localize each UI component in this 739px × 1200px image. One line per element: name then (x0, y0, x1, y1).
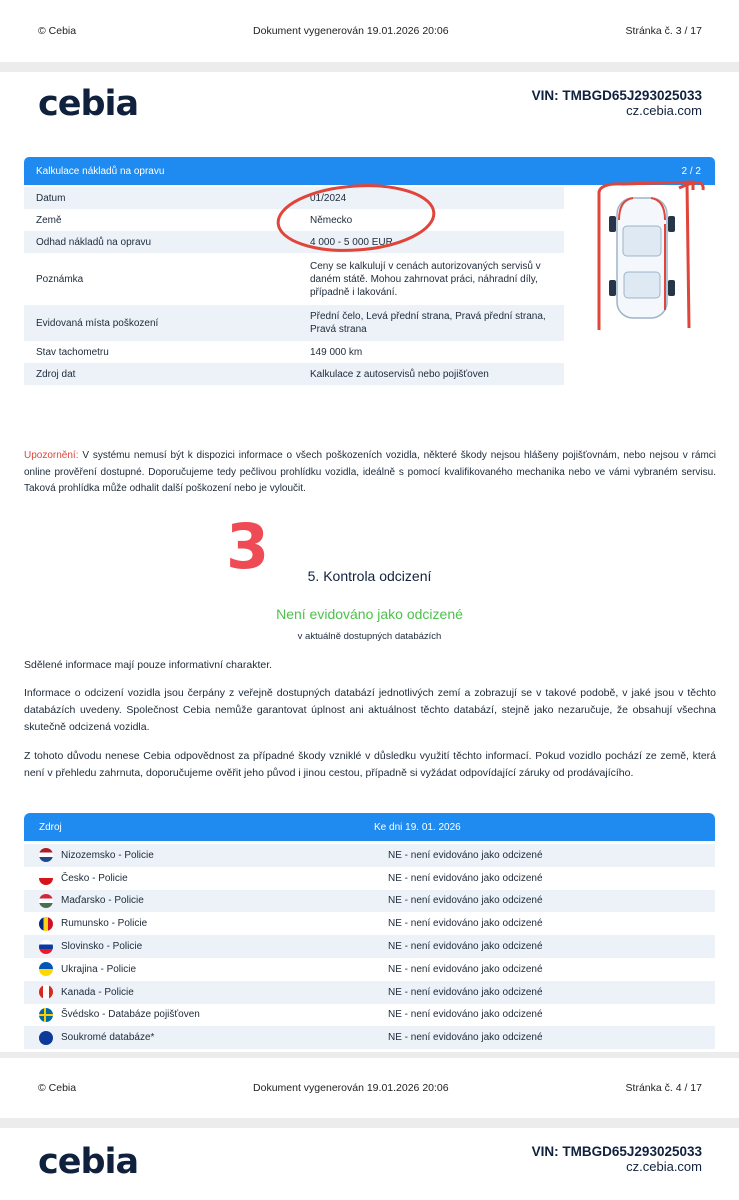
ca-flag-icon (39, 985, 53, 999)
next-page (0, 1128, 739, 1200)
si-flag-icon (39, 940, 53, 954)
row-value: Německo (310, 214, 353, 226)
copyright: © Cebia (38, 25, 77, 37)
table-row (24, 935, 715, 958)
warning-text: V systému nemusí být k dispozici informace o všech poškozeních vozidla, některé škody nejsou hlášeny pojišťovnám, nebo nejsou v rámci online prověření dostupné. Doporučujeme tedy pečlivou prohlídku vozidla, ideálně s pomocí kvalifikovaného mechanika nebo ve vámi vybraném servisu. Taková prohlídka může odhalit další poškození nebo je vyloučit. (24, 450, 716, 494)
table-row (24, 1026, 715, 1049)
result-cell: NE - není evidováno jako odcizené (388, 872, 543, 884)
row-value: Kalkulace z autoservisů nebo pojišťoven (310, 368, 489, 380)
source-cell (24, 940, 388, 954)
row-key: Zdroj dat (36, 368, 76, 380)
table-row (24, 305, 564, 341)
table-row (24, 363, 564, 385)
table-row (24, 844, 715, 867)
repair-title: Kalkulace nákladů na opravu (36, 165, 165, 177)
row-key: Země (36, 214, 62, 226)
annotation-oval (270, 180, 440, 258)
site-url: cz.cebia.com (626, 1159, 702, 1174)
hu-flag-icon (39, 894, 53, 908)
theft-status-sub: v aktuálně dostupných databázích (297, 631, 442, 642)
page-number: Stránka č. 4 / 17 (625, 1082, 702, 1094)
vin-number: VIN: TMBGD65J293025033 (531, 1144, 702, 1159)
generated-date: Dokument vygenerován 19.01.2026 20:06 (253, 25, 449, 37)
source-name: Česko - Policie (61, 872, 128, 884)
ro-flag-icon (39, 917, 53, 931)
sources-table (24, 844, 715, 1049)
vin-box (532, 88, 702, 118)
row-key: Stav tachometru (36, 346, 109, 358)
eu-flag-icon (39, 1031, 53, 1045)
site-url: cz.cebia.com (626, 103, 702, 118)
source-name: Ukrajina - Policie (61, 963, 137, 975)
result-cell: NE - není evidováno jako odcizené (388, 895, 543, 907)
source-name: Švédsko - Databáze pojišťoven (61, 1009, 200, 1021)
result-cell: NE - není evidováno jako odcizené (388, 1032, 543, 1044)
row-value: 4 000 - 5 000 EUR (310, 236, 393, 248)
ua-flag-icon (39, 962, 53, 976)
info-paragraph-3: Z tohoto důvodu nenese Cebia odpovědnost za případné škody vzniklé v důsledku využití těchto informací. Pokud vozidlo pochází ze země, která není v přehledu zahrnuta, doporučujeme ověřit jeho původ i jinou cestou, případně si vyžádat odpovídající záruky od prodávajícího. (24, 750, 716, 779)
repair-page-badge: 2 / 2 (681, 165, 701, 177)
warning-note (24, 448, 716, 498)
table-row (24, 958, 715, 981)
table-row (24, 890, 715, 913)
row-value: Přední čelo, Levá přední strana, Pravá přední strana, Pravá strana (310, 311, 546, 335)
table-row (24, 1004, 715, 1027)
vin-box (532, 1144, 702, 1174)
source-cell (24, 848, 388, 862)
nl-flag-icon (39, 848, 53, 862)
source-cell (24, 1008, 388, 1022)
source-name: Soukromé databáze* (61, 1032, 155, 1044)
result-cell: NE - není evidováno jako odcizené (388, 941, 543, 953)
source-cell (24, 985, 388, 999)
page-number: Stránka č. 3 / 17 (625, 25, 702, 37)
info-paragraph-2: Informace o odcizení vozidla jsou čerpány z veřejně dostupných databází jednotlivých zemí a zobrazují se v takové podobě, v jaké jsou v těchto databázích uvedeny. Společnost Cebia nemůže garantovat úplnost ani aktuálnost těchto databází, stejně jako nezaručuje, že obsahují všechna skutečně odcizená vozidla. (24, 687, 716, 733)
cebia-logo: cebia (38, 1142, 139, 1182)
source-cell (24, 1031, 388, 1045)
col-date: Ke dni 19. 01. 2026 (374, 821, 461, 833)
table-row (24, 867, 715, 890)
table-row (24, 912, 715, 935)
car-damage-diagram (593, 180, 718, 335)
vin-number: VIN: TMBGD65J293025033 (531, 88, 702, 103)
row-key: Odhad nákladů na opravu (36, 236, 152, 248)
warning-label: Upozornění: (24, 450, 79, 461)
section-title (0, 568, 739, 584)
result-cell: NE - není evidováno jako odcizené (388, 849, 543, 861)
row-key: Evidovaná místa poškození (36, 317, 159, 329)
theft-status: Není evidováno jako odcizené (276, 606, 463, 622)
table-row (24, 253, 564, 305)
info-paragraph-1: Sdělené informace mají pouze informativní charakter. (24, 659, 273, 671)
sources-header (24, 813, 715, 841)
source-cell (24, 871, 388, 885)
source-cell (24, 962, 388, 976)
row-value: 01/2024 (310, 192, 347, 204)
annotation-number: 3 (226, 510, 270, 583)
result-cell: NE - není evidováno jako odcizené (388, 918, 543, 930)
cebia-logo: cebia (38, 84, 139, 124)
source-name: Nizozemsko - Policie (61, 849, 154, 861)
source-name: Maďarsko - Policie (61, 895, 144, 907)
row-value: Ceny se kalkulují v cenách autorizovaných servisů v daném státě. Mohou zahrnovat práci, náhradní díly, případně i lakování. (310, 260, 541, 298)
row-key: Poznámka (36, 273, 84, 285)
cz-flag-icon (39, 871, 53, 885)
result-cell: NE - není evidováno jako odcizené (388, 986, 543, 998)
result-cell: NE - není evidováno jako odcizené (388, 963, 543, 975)
se-flag-icon (39, 1008, 53, 1022)
source-name: Kanada - Policie (61, 986, 134, 998)
row-value: 149 000 km (310, 346, 363, 358)
col-source: Zdroj (39, 821, 62, 833)
source-cell (24, 894, 388, 908)
row-key: Datum (36, 192, 66, 204)
section-title-text: 5. Kontrola odcizení (307, 568, 432, 584)
source-cell (24, 917, 388, 931)
source-name: Rumunsko - Policie (61, 918, 148, 930)
table-row (24, 981, 715, 1004)
copyright: © Cebia (38, 1082, 77, 1094)
source-name: Slovinsko - Policie (61, 941, 143, 953)
generated-date: Dokument vygenerován 19.01.2026 20:06 (253, 1082, 449, 1094)
result-cell: NE - není evidováno jako odcizené (388, 1009, 543, 1021)
page-header (0, 0, 739, 62)
page-footer (0, 1058, 739, 1118)
table-row (24, 341, 564, 363)
